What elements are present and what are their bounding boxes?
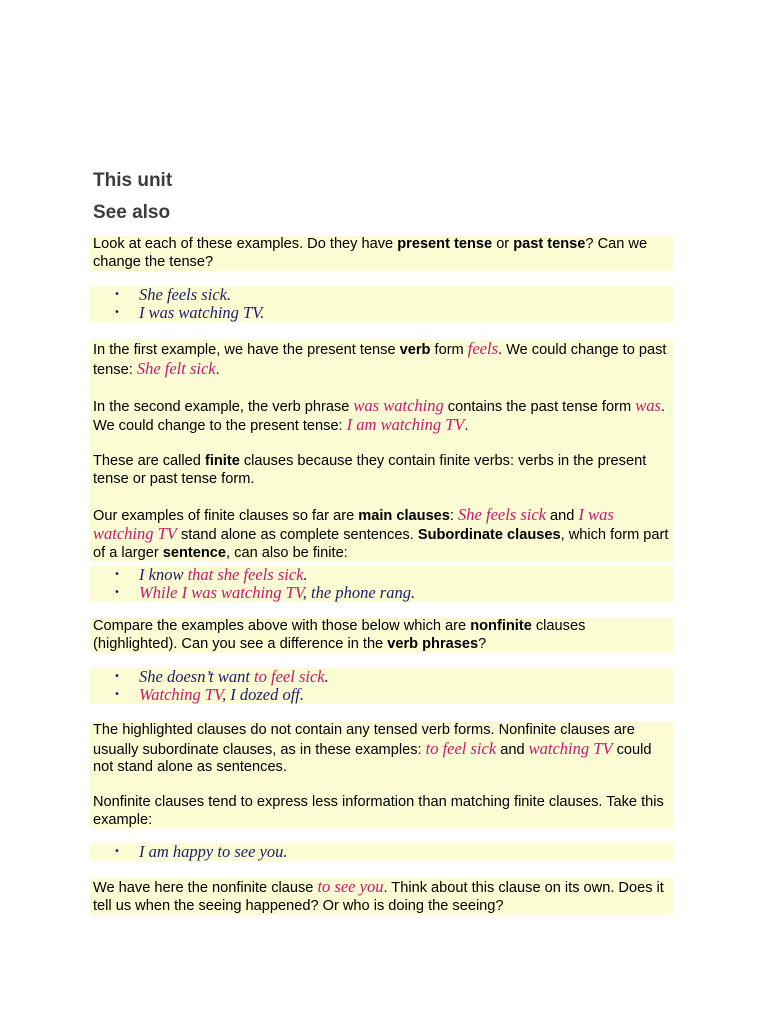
example-highlight: to feel sick [254, 667, 325, 686]
example-list-3 [90, 668, 673, 704]
list-item [90, 566, 673, 584]
explanation-block [90, 340, 673, 562]
example-text: I know [139, 565, 188, 584]
punctuation: . [226, 285, 232, 304]
text: Nonfinite clauses tend to express less information than matching finite clauses. Take this example: [93, 794, 664, 828]
text: Our examples of finite clauses so far are [93, 507, 359, 524]
term-past-tense: past tense [513, 236, 586, 252]
example-to-see-you: to see you [317, 877, 384, 896]
text: : [449, 507, 459, 524]
example-text: I was watching TV [139, 303, 261, 322]
paragraph-less-information [93, 794, 673, 829]
text: and [496, 741, 529, 758]
bullet-icon: • [114, 846, 120, 857]
text: . We could change to past tense: [93, 342, 667, 378]
intro-paragraph [90, 236, 673, 271]
bullet-icon: • [114, 307, 120, 318]
text: could not stand alone as sentences. [93, 741, 652, 775]
text: or [492, 236, 514, 252]
bullet-icon: • [114, 587, 120, 598]
paragraph-second-example [93, 397, 673, 436]
example-text: I am happy to see you [139, 842, 284, 861]
list-item [90, 843, 673, 861]
term-nonfinite[interactable]: nonfinite [470, 618, 532, 634]
bullet-icon: • [114, 289, 120, 300]
text: ? Can we change the tense? [93, 236, 648, 270]
text: stand alone as complete sentences. [176, 527, 418, 543]
example-was-watching: was watching [353, 395, 444, 415]
example-highlight: that she feels sick [187, 565, 304, 584]
text: and [546, 507, 579, 524]
text: contains the past tense form [443, 398, 636, 415]
text: ? [478, 635, 487, 652]
bullet-icon: • [114, 689, 120, 700]
nonfinite-explanation [90, 722, 673, 829]
paragraph-finite [93, 453, 673, 488]
punctuation: . [283, 842, 288, 861]
text: Compare the examples above with those below which are [93, 618, 471, 634]
list-item [90, 304, 673, 322]
term-main-clauses[interactable]: main clauses [358, 507, 450, 524]
example-highlight: Watching TV [139, 685, 222, 704]
heading-this-unit[interactable]: This unit [93, 170, 173, 191]
heading-see-also[interactable]: See also [93, 202, 171, 223]
term-subordinate-clauses[interactable]: Subordinate clauses [417, 527, 561, 543]
list-item [90, 286, 673, 304]
term-verb-phrases[interactable]: verb phrases [387, 635, 479, 652]
example-she-feels-sick: She feels sick [458, 504, 546, 524]
punctuation: . [260, 303, 265, 322]
example-feels: feels [467, 339, 499, 358]
example-text: She doesn’t want [139, 667, 255, 686]
text: , which form part of a larger [93, 527, 669, 561]
example-i-am-watching-tv: I am watching TV [346, 415, 465, 434]
list-item [90, 668, 673, 686]
example-list-2 [90, 566, 673, 602]
paragraph-main-clauses [93, 506, 673, 563]
example-list-1 [90, 286, 673, 322]
term-sentence[interactable]: sentence [162, 544, 227, 561]
term-finite[interactable]: finite [204, 453, 240, 469]
punctuation: . [324, 667, 329, 686]
text: . [215, 361, 220, 378]
term-verb[interactable]: verb [399, 342, 431, 358]
list-item [90, 686, 673, 704]
text: clauses (highlighted). Can you see a difference in the [93, 618, 586, 652]
text: These are called [93, 453, 205, 469]
paragraph-first-example [93, 340, 673, 379]
bullet-icon: • [114, 671, 120, 682]
example-list-4 [90, 843, 673, 861]
list-item [90, 584, 673, 602]
bullet-icon: • [114, 569, 120, 580]
text: We have here the nonfinite clause [93, 880, 318, 896]
text: . [464, 418, 469, 434]
example-highlight: While I was watching TV [139, 583, 303, 602]
text: In the first example, we have the present tense [93, 342, 400, 358]
text: The highlighted clauses do not contain any tensed verb forms. Nonfinite clauses are usually subordinate clauses, as in these examples: [93, 722, 635, 758]
last-paragraph [90, 878, 673, 915]
example-she-felt-sick: She felt sick [136, 358, 216, 378]
example-text: She feels sick [139, 285, 227, 304]
text: clauses because they contain finite verbs: verbs in the present tense or past tense form. [93, 453, 647, 487]
punctuation: . [299, 685, 305, 704]
compare-paragraph [90, 618, 673, 653]
text: In the second example, the verb phrase [93, 398, 354, 415]
example-was: was [635, 395, 661, 415]
example-text: , I dozed off [221, 685, 300, 704]
text: form [430, 342, 468, 358]
punctuation: . [410, 583, 416, 602]
example-i-was-watching-tv: I was watching TV [93, 504, 614, 543]
text: . Think about this clause on its own. Does it tell us when the seeing happened? Or who is doing the seeing? [93, 880, 664, 914]
text: . We could change to the present tense: [93, 398, 665, 434]
text: Look at each of these examples. Do they have [93, 236, 398, 252]
paragraph-highlighted [93, 722, 673, 777]
example-to-feel-sick: to feel sick [425, 738, 497, 758]
punctuation: . [303, 565, 308, 584]
text: , can also be finite: [226, 544, 348, 561]
example-watching-tv: watching TV [528, 738, 613, 758]
term-present-tense: present tense [397, 236, 493, 252]
example-text: , the phone rang [302, 583, 411, 602]
